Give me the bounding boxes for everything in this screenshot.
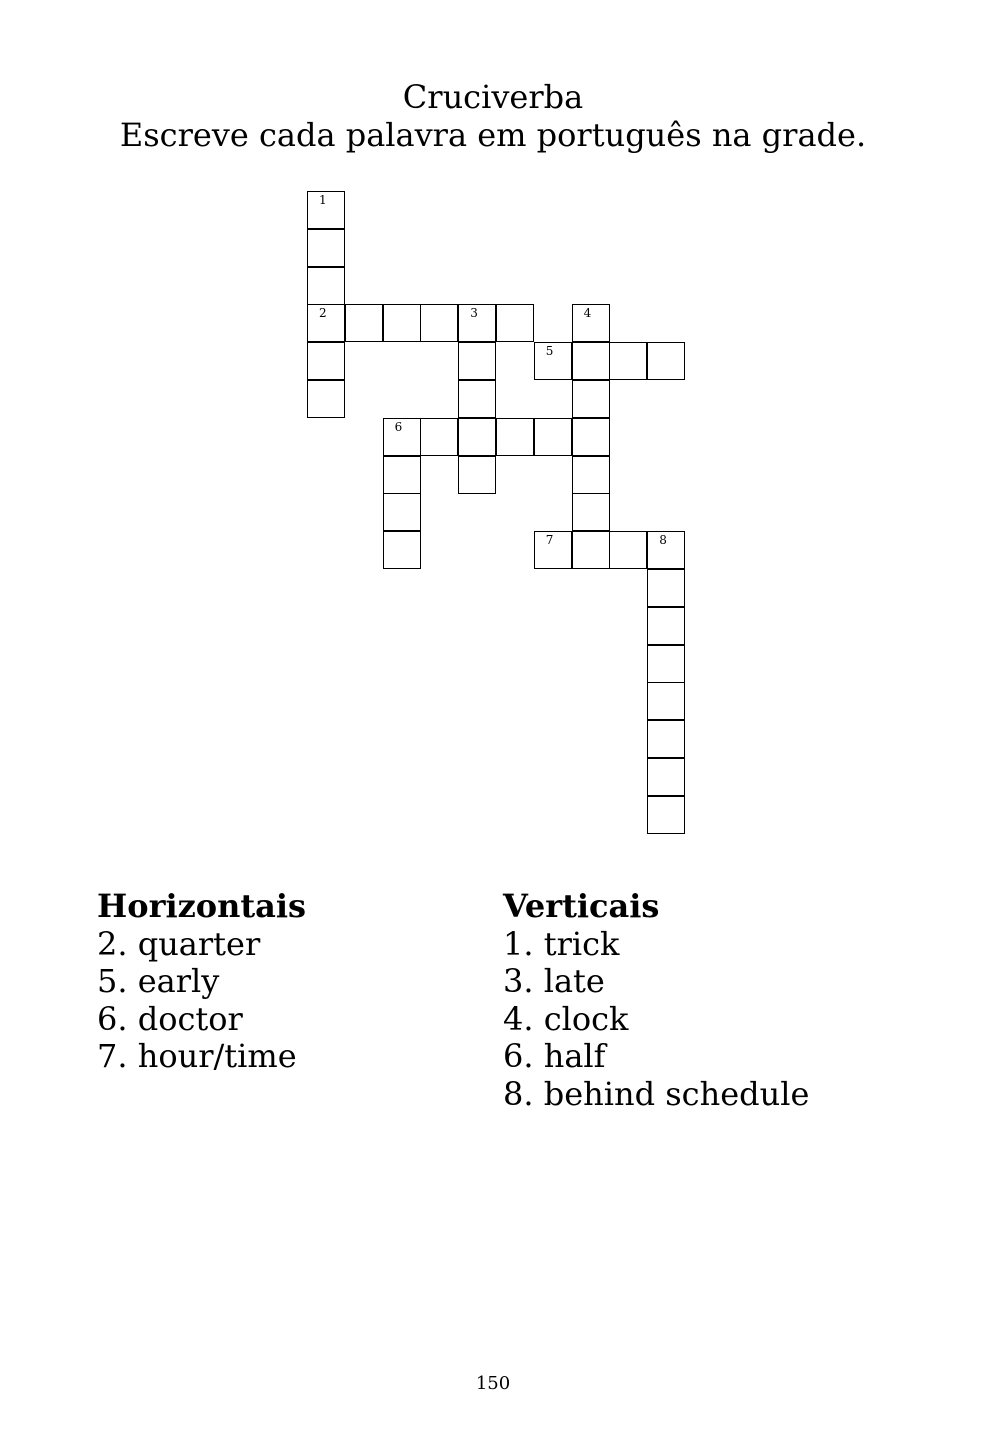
grid-cell[interactable] — [534, 342, 572, 380]
grid-cell[interactable] — [458, 342, 496, 380]
grid-cell[interactable] — [458, 418, 496, 456]
clue-down-3: 3. late — [503, 962, 605, 1000]
grid-cell[interactable] — [647, 607, 685, 645]
grid-cell[interactable] — [572, 531, 610, 569]
grid-cell[interactable] — [345, 304, 383, 342]
clue-down-6: 6. half — [503, 1037, 606, 1075]
grid-cell[interactable] — [609, 342, 647, 380]
grid-cell[interactable] — [572, 456, 610, 494]
grid-cell[interactable] — [647, 720, 685, 758]
grid-cell[interactable] — [383, 304, 421, 342]
clue-across-7: 7. hour/time — [97, 1037, 297, 1075]
grid-cell[interactable] — [572, 342, 610, 380]
grid-cell[interactable] — [496, 418, 534, 456]
grid-cell[interactable] — [647, 645, 685, 683]
clue-down-8: 8. behind schedule — [503, 1074, 810, 1113]
grid-cell[interactable] — [647, 531, 685, 569]
clue-number: 7 — [545, 533, 554, 548]
grid-cell[interactable] — [647, 342, 685, 380]
clue-across-5: 5. early — [97, 962, 220, 1000]
grid-cell[interactable] — [647, 569, 685, 607]
grid-cell[interactable] — [307, 380, 345, 418]
down-clues — [503, 888, 809, 1113]
grid-cell[interactable] — [458, 380, 496, 418]
clue-number: 1 — [319, 193, 327, 207]
page-number: 150 — [475, 1373, 511, 1394]
grid-cell[interactable] — [572, 380, 610, 418]
clue-number: 5 — [545, 344, 554, 359]
clue-across-2: 2. quarter — [97, 924, 261, 963]
clue-number: 2 — [319, 306, 327, 321]
grid-cell[interactable] — [307, 191, 345, 229]
grid-cell[interactable] — [420, 418, 458, 456]
grid-cell[interactable] — [458, 456, 496, 494]
grid-cell[interactable] — [383, 531, 421, 569]
grid-cell[interactable] — [458, 304, 496, 342]
grid-cell[interactable] — [647, 682, 685, 720]
clue-down-4: 4. clock — [503, 999, 629, 1038]
grid-cell[interactable] — [383, 456, 421, 494]
across-clues — [97, 888, 306, 1076]
clue-number: 3 — [470, 306, 478, 321]
grid-cell[interactable] — [572, 493, 610, 531]
grid-cell[interactable] — [647, 758, 685, 796]
grid-cell[interactable] — [572, 418, 610, 456]
instructions: Escreve cada palavra em português na grade. — [119, 116, 867, 154]
down-heading: Verticais — [503, 887, 660, 925]
clue-down-1: 1. trick — [503, 924, 620, 963]
grid-cell[interactable] — [420, 304, 458, 342]
grid-cell[interactable] — [307, 304, 345, 342]
grid-cell[interactable] — [496, 304, 534, 342]
page-title: Cruciverba — [402, 78, 584, 116]
grid-cell[interactable] — [383, 418, 421, 456]
grid-cell[interactable] — [307, 229, 345, 267]
clue-number: 8 — [659, 533, 667, 548]
clue-number: 6 — [394, 419, 403, 434]
clue-across-6: 6. doctor — [97, 999, 243, 1038]
grid-cell[interactable] — [307, 267, 345, 305]
grid-cell[interactable] — [609, 531, 647, 569]
across-heading: Horizontais — [97, 887, 307, 925]
grid-cell[interactable] — [647, 796, 685, 834]
grid-cell[interactable] — [307, 342, 345, 380]
grid-cell[interactable] — [534, 418, 572, 456]
grid-cell[interactable] — [383, 493, 421, 531]
grid-cell[interactable] — [534, 531, 572, 569]
clue-number: 4 — [583, 306, 592, 321]
grid-cell[interactable] — [572, 304, 610, 342]
